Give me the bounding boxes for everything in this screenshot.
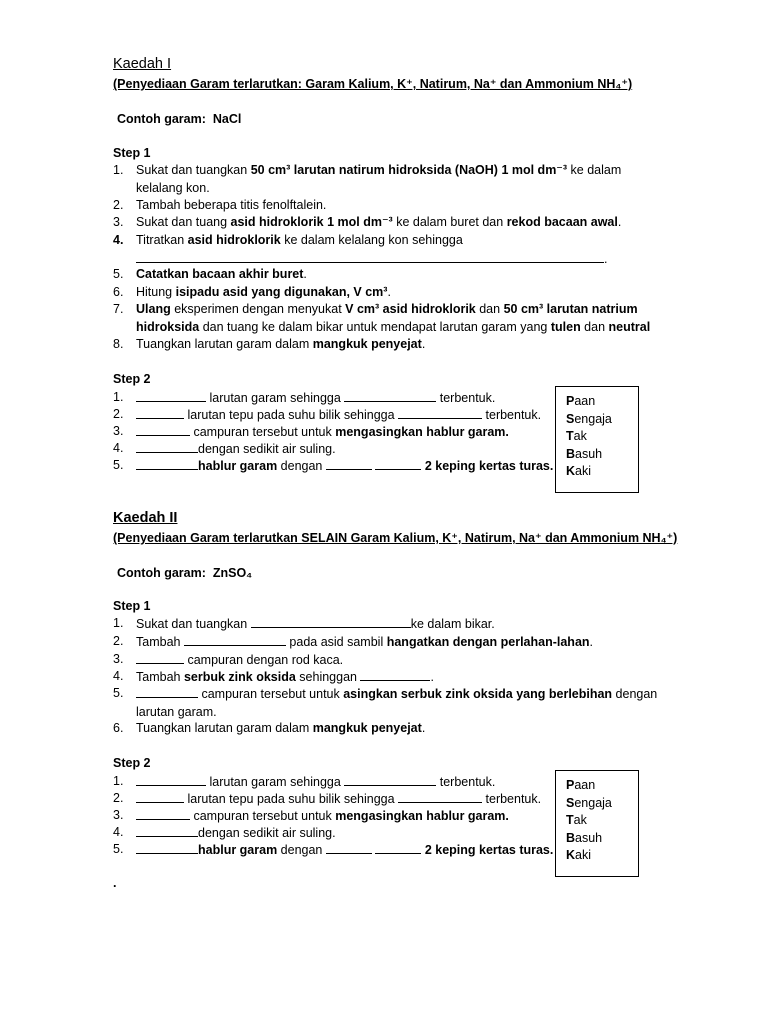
fill-blank[interactable]: [326, 457, 372, 470]
fill-blank[interactable]: [136, 651, 184, 664]
mnemonic-line: Sengaja: [566, 795, 612, 810]
list-item: 8. Tuangkan larutan garam dalam mangkuk penyejat.: [113, 337, 426, 351]
method1-title: Kaedah I: [113, 56, 172, 72]
fill-blank[interactable]: [398, 406, 482, 419]
footer-mark: .: [113, 876, 117, 890]
fill-blank[interactable]: [136, 790, 184, 803]
list-item: 2. Tambah beberapa titis fenolftalein.: [113, 198, 327, 212]
fill-blank[interactable]: [398, 790, 482, 803]
fill-blank[interactable]: [326, 841, 372, 854]
fill-blank[interactable]: [375, 841, 421, 854]
list-item: 4. dengan sedikit air suling.: [113, 441, 336, 456]
list-item: 1. larutan garam sehingga terbentuk.: [113, 774, 496, 789]
mnemonic-line: Basuh: [566, 446, 603, 461]
list-item: 1. Sukat dan tuangkan ke dalam bikar.: [113, 616, 495, 631]
list-item: 2. larutan tepu pada suhu bilik sehingga terbentuk.: [113, 791, 542, 806]
mnemonic-box: [555, 770, 639, 877]
mnemonic-line: Paan: [566, 778, 596, 792]
fill-blank[interactable]: [136, 406, 184, 419]
fill-blank[interactable]: [136, 250, 604, 263]
list-item: 4. Tambah serbuk zink oksida sehinggan .: [113, 669, 434, 684]
fill-blank[interactable]: [344, 389, 436, 402]
example-label: Contoh garam:: [117, 566, 206, 580]
fill-blank[interactable]: [136, 440, 198, 453]
item-number: 1.: [113, 163, 124, 177]
example-value: NaCl: [212, 112, 242, 126]
list-item: 1. Sukat dan tuangkan 50 cm³ larutan natirum hidroksida (NaOH) 1 mol dm⁻³ ke dalam kelalang kon.: [113, 163, 622, 195]
list-item: 6. Hitung isipadu asid yang digunakan, V cm³.: [113, 285, 391, 299]
mnemonic-box: [555, 386, 639, 493]
list-item: 3. campuran dengan rod kaca.: [113, 652, 344, 667]
fill-blank[interactable]: [360, 668, 430, 681]
fill-blank[interactable]: [136, 685, 198, 698]
fill-blank[interactable]: [136, 773, 206, 786]
fill-blank[interactable]: [136, 423, 190, 436]
list-item: 5. Catatkan bacaan akhir buret.: [113, 267, 307, 281]
mnemonic-line: Paan: [566, 394, 596, 408]
example-value: ZnSO₄: [212, 566, 253, 580]
mnemonic-line: Kaki: [566, 464, 592, 478]
list-item: 5. hablur garam dengan 2 keping kertas turas.: [113, 458, 554, 473]
method1-step2-heading: Step 2: [113, 372, 151, 386]
method2-step2-heading: Step 2: [113, 756, 151, 770]
list-item: 2. larutan tepu pada suhu bilik sehingga terbentuk.: [113, 407, 542, 422]
method2-subtitle: (Penyediaan Garam terlarutkan SELAIN Garam Kalium, K⁺, Natirum, Na⁺ dan Ammonium NH₄⁺): [113, 531, 678, 545]
mnemonic-line: Kaki: [566, 848, 592, 862]
list-item: 3. campuran tersebut untuk mengasingkan hablur garam.: [113, 808, 509, 823]
fill-blank[interactable]: [344, 773, 436, 786]
list-item: 5. hablur garam dengan 2 keping kertas turas.: [113, 842, 554, 857]
list-item: 1. larutan garam sehingga terbentuk.: [113, 390, 496, 405]
method2-step1-heading: Step 1: [113, 599, 151, 613]
list-item: 2. Tambah pada asid sambil hangatkan dengan perlahan-lahan.: [113, 634, 594, 649]
mnemonic-line: Sengaja: [566, 411, 612, 426]
fill-blank[interactable]: [136, 824, 198, 837]
list-item: 7. Ulang eksperimen dengan menyukat V cm³ asid hidroklorik dan 50 cm³ larutan natrium hidroksida dan tuang ke dalam bikar untuk mendapat larutan garam yang tulen dan neutral: [113, 302, 651, 334]
mnemonic-line: Tak: [566, 429, 587, 443]
list-item: 6. Tuangkan larutan garam dalam mangkuk penyejat.: [113, 721, 426, 735]
method2-example: [117, 566, 252, 580]
fill-blank[interactable]: [136, 457, 198, 470]
method1-subtitle: (Penyediaan Garam terlarutkan: Garam Kalium, K⁺, Natirum, Na⁺ dan Ammonium NH₄⁺): [113, 77, 633, 91]
list-item: 3. campuran tersebut untuk mengasingkan hablur garam.: [113, 424, 509, 439]
list-item: 3. Sukat dan tuang asid hidroklorik 1 mol dm⁻³ ke dalam buret dan rekod bacaan awal.: [113, 215, 622, 229]
list-item: 4. dengan sedikit air suling.: [113, 825, 336, 840]
list-item: 5. campuran tersebut untuk asingkan serbuk zink oksida yang berlebihan dengan larutan garam.: [113, 686, 658, 719]
method1-example: [117, 112, 241, 126]
mnemonic-line: Basuh: [566, 830, 603, 845]
fill-blank[interactable]: [184, 633, 286, 646]
fill-blank[interactable]: [375, 457, 421, 470]
method1-step1-heading: Step 1: [113, 146, 151, 160]
method2-title: Kaedah II: [113, 510, 178, 526]
list-item: 4. Titratkan asid hidroklorik ke dalam kelalang kon sehingga .: [113, 233, 608, 266]
example-label: Contoh garam:: [117, 112, 206, 126]
mnemonic-line: Tak: [566, 813, 587, 827]
fill-blank[interactable]: [251, 615, 411, 628]
fill-blank[interactable]: [136, 841, 198, 854]
fill-blank[interactable]: [136, 807, 190, 820]
fill-blank[interactable]: [136, 389, 206, 402]
